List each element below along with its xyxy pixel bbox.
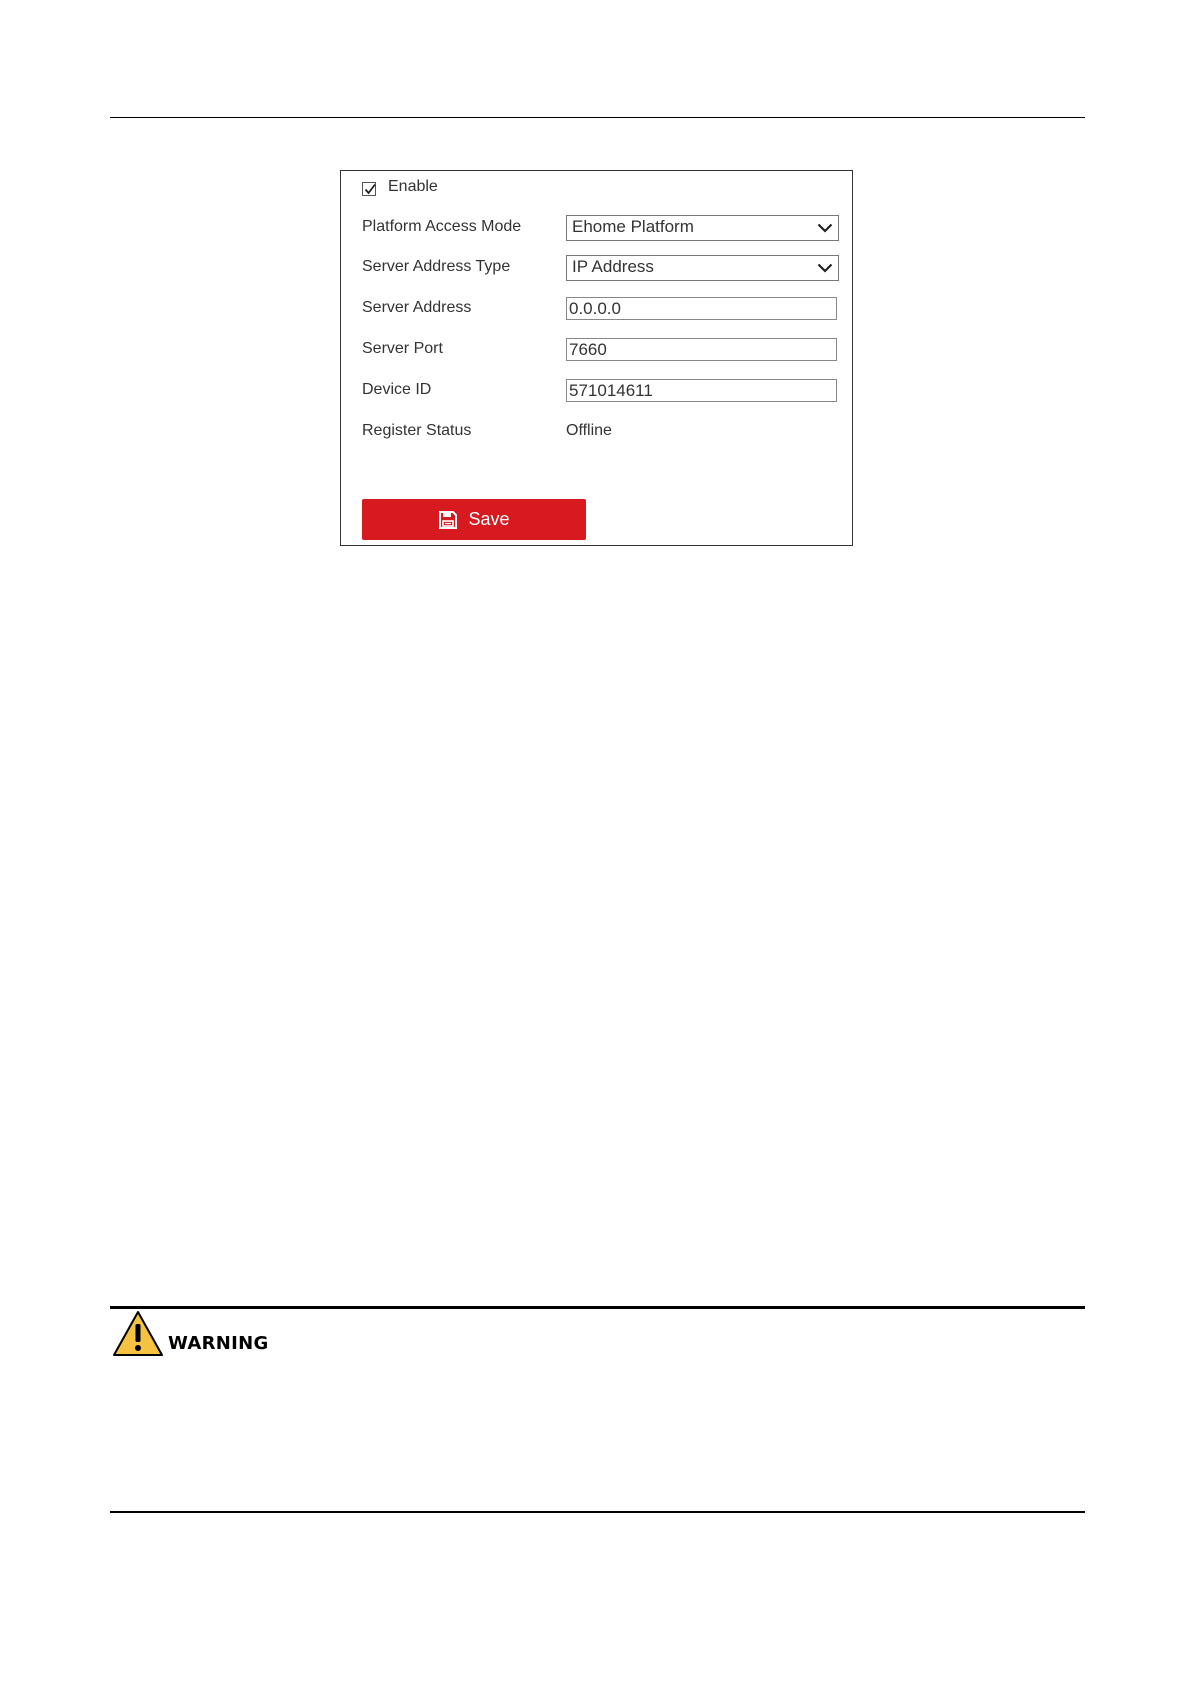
server-address-label: Server Address [362,299,472,316]
save-button[interactable] [362,499,586,540]
device-id-label: Device ID [362,381,432,398]
warning-bottom-rule [110,1511,1085,1513]
server-address-input[interactable] [566,297,837,320]
header-rule [110,117,1085,118]
chevron-down-icon [817,262,833,274]
warning-block [112,1310,269,1358]
warning-top-rule [110,1306,1085,1309]
device-id-input[interactable] [566,379,837,402]
checkmark-icon [363,182,377,196]
platform-access-mode-value: Ehome Platform [572,217,694,236]
server-port-label: Server Port [362,340,443,357]
register-status-label: Register Status [362,422,472,439]
server-address-type-select[interactable] [566,255,839,281]
save-button-label: Save [468,509,510,529]
server-address-row [362,296,842,324]
warning-title: WARNING [168,1333,269,1354]
platform-access-mode-row [362,215,842,243]
register-status-row [362,419,842,447]
server-address-type-label: Server Address Type [362,258,511,275]
server-address-type-row [362,255,842,283]
enable-checkbox[interactable] [362,182,376,196]
server-port-input[interactable] [566,338,837,361]
register-status-value: Offline [566,422,612,439]
enable-row[interactable] [362,178,438,196]
platform-access-mode-select[interactable] [566,215,839,241]
warning-triangle-icon [112,1310,164,1358]
device-id-row [362,378,842,406]
platform-access-panel [340,170,853,546]
platform-access-mode-label: Platform Access Mode [362,218,522,235]
server-address-type-value: IP Address [572,257,654,276]
enable-label: Enable [388,178,438,195]
chevron-down-icon [817,222,833,234]
server-port-row [362,337,842,365]
floppy-disk-icon [438,510,458,530]
